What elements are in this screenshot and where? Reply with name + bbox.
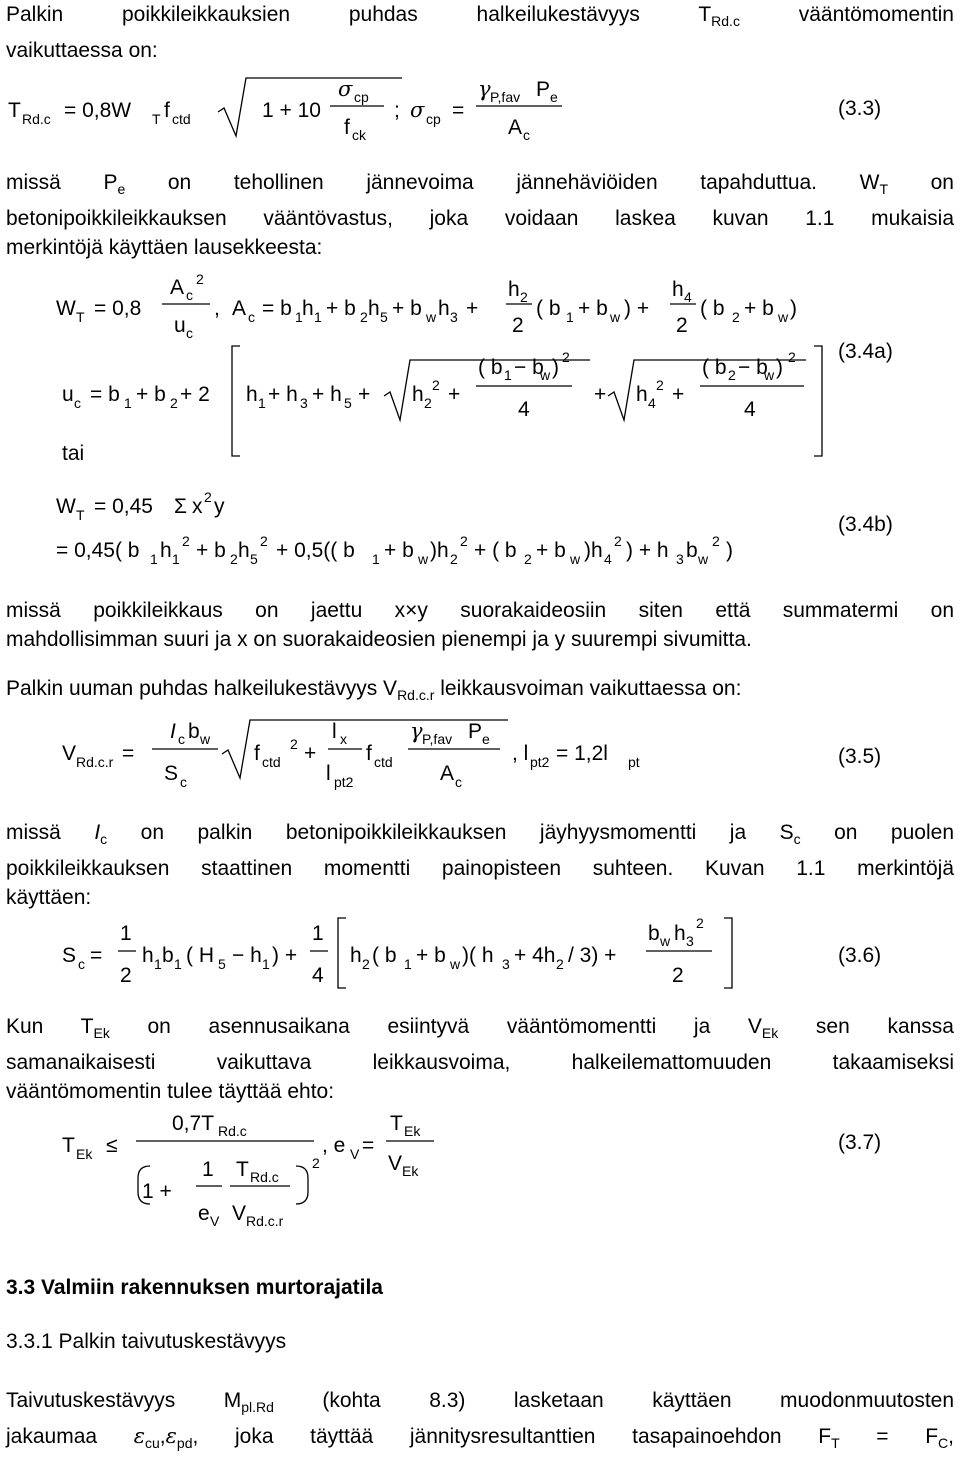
svg-text:w: w bbox=[778, 309, 789, 325]
svg-text:1: 1 bbox=[504, 367, 512, 383]
svg-text:c: c bbox=[178, 731, 185, 747]
svg-text:h: h bbox=[160, 539, 172, 562]
svg-text:4: 4 bbox=[744, 398, 756, 421]
subscript: cu bbox=[145, 1435, 160, 1452]
paragraph-inertia bbox=[6, 818, 954, 912]
svg-text:+ b: + b bbox=[392, 297, 422, 320]
svg-text:1 +: 1 + bbox=[142, 1180, 172, 1203]
svg-text:V: V bbox=[62, 742, 77, 765]
subscript: C bbox=[938, 1435, 949, 1452]
paragraph-inertia-line-1 bbox=[6, 818, 954, 854]
svg-text:W: W bbox=[56, 297, 76, 320]
svg-text:cp: cp bbox=[354, 89, 369, 105]
equation-3-3 bbox=[0, 70, 960, 160]
subscript: Rd.c bbox=[711, 13, 740, 30]
svg-text:h: h bbox=[302, 297, 314, 320]
svg-text:+ 2: + 2 bbox=[180, 383, 210, 406]
equation-number: (3.6) bbox=[838, 944, 882, 967]
svg-text:w: w bbox=[200, 731, 211, 747]
subsection-heading: 3.3.1 Palkin taivutuskestävyys bbox=[6, 1330, 287, 1353]
svg-text:+ b: + b bbox=[536, 539, 566, 562]
svg-text:+ ( b: + ( b bbox=[474, 539, 517, 562]
svg-text:5: 5 bbox=[344, 395, 352, 411]
svg-text:4: 4 bbox=[518, 398, 530, 421]
svg-text:2: 2 bbox=[230, 551, 238, 567]
svg-text:1: 1 bbox=[172, 551, 180, 567]
svg-text:c: c bbox=[78, 956, 85, 972]
text-run: on puolen bbox=[800, 821, 954, 844]
equation-number: (3.4a) bbox=[838, 340, 893, 363]
svg-text:2: 2 bbox=[196, 271, 204, 287]
svg-text:2: 2 bbox=[170, 395, 178, 411]
svg-text:2: 2 bbox=[676, 314, 688, 337]
svg-text:2: 2 bbox=[362, 956, 370, 972]
svg-text:P: P bbox=[468, 720, 483, 743]
svg-text:2: 2 bbox=[614, 533, 622, 549]
paragraph-shear bbox=[6, 674, 954, 710]
svg-text:h: h bbox=[636, 383, 648, 406]
svg-text:S: S bbox=[164, 762, 179, 785]
svg-text:1: 1 bbox=[154, 956, 162, 972]
svg-text:b: b bbox=[648, 922, 660, 945]
svg-text:2: 2 bbox=[450, 551, 458, 567]
svg-text:Ek: Ek bbox=[402, 1163, 419, 1179]
svg-text:c: c bbox=[180, 774, 187, 790]
section-heading: 3.3 Valmiin rakennuksen murtorajatila bbox=[6, 1276, 383, 1299]
svg-text:1: 1 bbox=[150, 551, 158, 567]
paragraph-wt bbox=[6, 168, 954, 262]
svg-text:2: 2 bbox=[460, 533, 468, 549]
svg-text:b: b bbox=[188, 720, 200, 743]
svg-text:+: + bbox=[672, 383, 685, 406]
svg-text:( b: ( b bbox=[700, 297, 725, 320]
paragraph-inertia-line-3: käyttäen: bbox=[6, 886, 92, 910]
intro-line-1 bbox=[6, 0, 954, 36]
svg-text:+ b: + b bbox=[326, 297, 356, 320]
svg-text:T: T bbox=[8, 99, 21, 122]
svg-text:, e: , e bbox=[322, 1134, 346, 1157]
svg-text:Σ: Σ bbox=[174, 495, 187, 518]
svg-text:1: 1 bbox=[566, 309, 574, 325]
svg-text:c: c bbox=[455, 774, 462, 790]
svg-text:( H: ( H bbox=[186, 944, 214, 967]
svg-text:A: A bbox=[170, 276, 185, 299]
svg-text:) +: ) + bbox=[272, 944, 298, 967]
svg-text:+ b: + b bbox=[416, 944, 446, 967]
svg-text:h: h bbox=[674, 922, 686, 945]
svg-text:+ h: + h bbox=[312, 383, 342, 406]
svg-text:1: 1 bbox=[202, 1158, 214, 1181]
svg-text:pt2: pt2 bbox=[334, 774, 354, 790]
svg-text:A: A bbox=[508, 116, 523, 139]
svg-text:3: 3 bbox=[676, 551, 684, 567]
svg-text:3: 3 bbox=[686, 933, 694, 949]
svg-text:I: I bbox=[170, 720, 176, 743]
svg-text:ctd: ctd bbox=[374, 754, 393, 770]
svg-text:c: c bbox=[74, 395, 81, 411]
svg-text:= 0,8W: = 0,8W bbox=[64, 99, 132, 122]
svg-text:+: + bbox=[304, 742, 317, 765]
svg-text:σ: σ bbox=[338, 77, 353, 101]
svg-text:+ 4h: + 4h bbox=[514, 944, 556, 967]
svg-text:( b: ( b bbox=[536, 297, 561, 320]
svg-text:x: x bbox=[340, 731, 347, 747]
svg-text:= 0,8: = 0,8 bbox=[94, 297, 142, 320]
svg-text:2: 2 bbox=[728, 367, 736, 383]
paragraph-rectangles bbox=[6, 596, 954, 654]
svg-text:2: 2 bbox=[512, 314, 524, 337]
paragraph-torsion-line-2: samanaikaisesti vaikuttava leikkausvoima, halkeilemattomuuden takaamiseksi bbox=[6, 1051, 954, 1075]
svg-text:5: 5 bbox=[218, 956, 226, 972]
svg-text:+ b: + b bbox=[196, 539, 226, 562]
svg-text:+: + bbox=[448, 383, 461, 406]
equation-3-4b bbox=[0, 484, 960, 584]
epsilon-symbol: ε bbox=[133, 1424, 145, 1449]
text-run: Palkin poikkileikkauksien puhdas halkeilukestävyys T bbox=[6, 3, 712, 26]
svg-text:h: h bbox=[508, 278, 520, 301]
paragraph-bending bbox=[6, 1386, 954, 1458]
svg-text:cp: cp bbox=[426, 111, 441, 127]
svg-text:5: 5 bbox=[380, 309, 388, 325]
svg-text:1: 1 bbox=[262, 956, 270, 972]
svg-text:2: 2 bbox=[672, 964, 684, 987]
svg-text:γ: γ bbox=[478, 77, 491, 101]
svg-text:− b: − b bbox=[738, 356, 768, 379]
svg-text:V: V bbox=[210, 1213, 220, 1229]
svg-text:1: 1 bbox=[258, 395, 266, 411]
svg-text:Rd.c: Rd.c bbox=[22, 111, 51, 127]
svg-text:5: 5 bbox=[250, 551, 258, 567]
svg-text:h: h bbox=[672, 278, 684, 301]
svg-text:2: 2 bbox=[524, 551, 532, 567]
svg-text:f: f bbox=[254, 742, 260, 765]
paragraph-rectangles-line-2: mahdollisimman suuri ja x on suorakaideosien pienempi ja y suurempi sivumitta. bbox=[6, 628, 752, 651]
svg-text:2: 2 bbox=[120, 964, 132, 987]
svg-text:P,fav: P,fav bbox=[490, 89, 521, 105]
svg-text:≤: ≤ bbox=[106, 1134, 118, 1157]
svg-text:Rd.c: Rd.c bbox=[250, 1169, 279, 1185]
svg-text:w: w bbox=[426, 309, 437, 325]
svg-text:+ b: + b bbox=[384, 539, 414, 562]
svg-text:S: S bbox=[62, 944, 77, 967]
svg-text:e: e bbox=[550, 89, 558, 105]
svg-text:c: c bbox=[186, 325, 193, 341]
paragraph-wt-line-3: merkintöjä käyttäen lausekkeesta: bbox=[6, 236, 323, 260]
paragraph-torsion-line-3: vääntömomentin tulee täyttää ehto: bbox=[6, 1080, 335, 1104]
paragraph-torsion-line-1 bbox=[6, 1012, 954, 1048]
svg-text:2: 2 bbox=[290, 736, 298, 752]
paragraph-bending-line-1 bbox=[6, 1386, 954, 1422]
svg-text:) + h: ) + h bbox=[626, 539, 669, 562]
equation-number: (3.3) bbox=[838, 97, 882, 120]
svg-text:2: 2 bbox=[656, 377, 664, 393]
text-run: sen kanssa bbox=[778, 1015, 954, 1038]
svg-text:e: e bbox=[482, 731, 490, 747]
svg-text:pt: pt bbox=[628, 754, 640, 770]
svg-text:u: u bbox=[174, 314, 186, 337]
svg-text:− b: − b bbox=[514, 356, 544, 379]
svg-text:2: 2 bbox=[432, 377, 440, 393]
text-run: on tehollinen jännevoima jännehäviöiden tapahduttua. W bbox=[125, 171, 880, 194]
svg-text:2: 2 bbox=[788, 349, 796, 365]
svg-text:)h: )h bbox=[584, 539, 603, 562]
svg-text:P: P bbox=[536, 78, 551, 101]
svg-text:c: c bbox=[523, 127, 530, 143]
equation-number: (3.4b) bbox=[838, 513, 893, 536]
text-run: vääntömomentin bbox=[739, 3, 954, 26]
text-run: missä bbox=[6, 821, 95, 844]
svg-text:= 0,45( b: = 0,45( b bbox=[56, 539, 140, 562]
svg-text:( b: ( b bbox=[702, 356, 727, 379]
text-run: Palkin uuman puhdas halkeilukestävyys V bbox=[6, 677, 398, 700]
svg-text:+ b: + b bbox=[136, 383, 166, 406]
svg-text:f: f bbox=[366, 742, 372, 765]
text-run: on bbox=[888, 171, 954, 194]
svg-text:y: y bbox=[214, 495, 225, 518]
svg-text:A: A bbox=[440, 762, 455, 785]
svg-text:T: T bbox=[76, 309, 85, 325]
svg-text:, l: , l bbox=[512, 742, 529, 765]
svg-text:1 + 10: 1 + 10 bbox=[262, 99, 321, 122]
svg-text:w: w bbox=[610, 309, 621, 325]
svg-text:1: 1 bbox=[295, 309, 303, 325]
text-run: Kun T bbox=[6, 1015, 94, 1038]
svg-text:= 1,2l: = 1,2l bbox=[556, 742, 608, 765]
symbol-italic: I bbox=[94, 821, 101, 844]
text-run: , bbox=[948, 1425, 955, 1449]
text-run: = F bbox=[839, 1425, 939, 1449]
svg-text:2: 2 bbox=[520, 289, 528, 305]
svg-text:4: 4 bbox=[684, 289, 692, 305]
svg-text:): ) bbox=[790, 297, 797, 320]
svg-text:/ 3) +: / 3) + bbox=[568, 944, 617, 967]
svg-text:w: w bbox=[764, 367, 775, 383]
svg-text:2: 2 bbox=[260, 533, 268, 549]
svg-text:h: h bbox=[350, 944, 362, 967]
svg-text:) +: ) + bbox=[624, 297, 650, 320]
svg-text:w: w bbox=[540, 367, 551, 383]
equation-3-5 bbox=[0, 712, 960, 802]
svg-text:h: h bbox=[412, 383, 424, 406]
svg-text:=: = bbox=[362, 1134, 375, 1157]
svg-text:ctd: ctd bbox=[262, 754, 281, 770]
svg-text:+: + bbox=[358, 383, 371, 406]
subscript: Rd.c.r bbox=[397, 687, 435, 704]
svg-text:1: 1 bbox=[312, 922, 324, 945]
svg-text:f: f bbox=[344, 116, 350, 139]
epsilon-symbol: ε bbox=[165, 1424, 177, 1449]
svg-text:1: 1 bbox=[404, 956, 412, 972]
svg-text:w: w bbox=[698, 551, 709, 567]
svg-text:b: b bbox=[686, 539, 698, 562]
paragraph-rectangles-line-1: missä poikkileikkaus on jaettu x×y suorakaideosiin siten että summatermi on bbox=[6, 599, 954, 622]
svg-text:= 0,45: = 0,45 bbox=[94, 495, 153, 518]
svg-text:3: 3 bbox=[502, 956, 510, 972]
subscript: Ek bbox=[93, 1025, 110, 1042]
svg-text:2: 2 bbox=[424, 395, 432, 411]
svg-text:): ) bbox=[776, 356, 783, 379]
svg-text:,: , bbox=[214, 297, 220, 320]
paragraph-bending-line-2 bbox=[6, 1422, 954, 1458]
paragraph-torsion bbox=[6, 1012, 954, 1106]
svg-text:l: l bbox=[326, 762, 331, 785]
text-run: missä P bbox=[6, 171, 118, 194]
svg-text:e: e bbox=[198, 1202, 210, 1225]
svg-text:f: f bbox=[164, 99, 170, 122]
svg-text:x: x bbox=[192, 495, 203, 518]
svg-text:Rd.c.r: Rd.c.r bbox=[246, 1213, 284, 1229]
svg-text:3: 3 bbox=[300, 395, 308, 411]
subscript: c bbox=[100, 831, 108, 848]
svg-text:0,7T: 0,7T bbox=[172, 1112, 215, 1135]
svg-text:4: 4 bbox=[604, 551, 612, 567]
svg-text:T: T bbox=[76, 507, 85, 523]
svg-text:T: T bbox=[390, 1112, 403, 1135]
intro-line-2: vaikuttaessa on: bbox=[6, 39, 158, 63]
svg-text:h: h bbox=[438, 297, 450, 320]
svg-text:( b: ( b bbox=[372, 944, 397, 967]
svg-text:2: 2 bbox=[204, 489, 212, 505]
tai-label: tai bbox=[62, 442, 85, 465]
svg-text:): ) bbox=[552, 356, 559, 379]
svg-text:T: T bbox=[152, 111, 161, 127]
equation-number: (3.7) bbox=[838, 1131, 882, 1154]
svg-text:1: 1 bbox=[314, 309, 322, 325]
subscript: pd bbox=[176, 1435, 193, 1452]
svg-text:)h: )h bbox=[430, 539, 449, 562]
svg-text:;: ; bbox=[394, 99, 400, 122]
svg-text:3: 3 bbox=[450, 309, 458, 325]
svg-text:)( h: )( h bbox=[462, 944, 494, 967]
svg-text:2: 2 bbox=[562, 349, 570, 365]
svg-text:= b: = b bbox=[262, 297, 292, 320]
svg-text:w: w bbox=[450, 956, 461, 972]
svg-text:h: h bbox=[142, 944, 154, 967]
subscript: e bbox=[117, 181, 126, 198]
svg-text:w: w bbox=[570, 551, 581, 567]
svg-text:=: = bbox=[122, 742, 135, 765]
equation-3-4a bbox=[0, 270, 960, 470]
svg-text:− h: − h bbox=[232, 944, 262, 967]
svg-text:+: + bbox=[594, 383, 607, 406]
svg-text:2: 2 bbox=[182, 533, 190, 549]
subscript: Ek bbox=[761, 1025, 779, 1042]
svg-text:γ: γ bbox=[410, 719, 423, 743]
subscript: pl.Rd bbox=[241, 1399, 274, 1416]
svg-text:A: A bbox=[232, 297, 247, 320]
equation-3-6 bbox=[0, 912, 960, 1002]
svg-text:1: 1 bbox=[124, 395, 132, 411]
subscript: c bbox=[793, 831, 801, 848]
svg-text:1: 1 bbox=[120, 922, 132, 945]
svg-text:Ek: Ek bbox=[76, 1146, 93, 1162]
subscript: T bbox=[831, 1435, 840, 1452]
svg-text:w: w bbox=[418, 551, 429, 567]
svg-text:2: 2 bbox=[732, 309, 740, 325]
svg-text:V: V bbox=[388, 1152, 403, 1175]
svg-text:= b: = b bbox=[90, 383, 120, 406]
intro-paragraph bbox=[6, 0, 954, 65]
svg-text:V: V bbox=[350, 1146, 360, 1162]
svg-text:1: 1 bbox=[174, 956, 182, 972]
svg-text:b: b bbox=[162, 944, 174, 967]
svg-text:1: 1 bbox=[372, 551, 380, 567]
text-run: Taivutuskestävyys M bbox=[6, 1389, 242, 1412]
svg-text:2: 2 bbox=[712, 533, 720, 549]
svg-text:Ek: Ek bbox=[404, 1123, 421, 1139]
svg-text:w: w bbox=[660, 933, 671, 949]
svg-text:Rd.c: Rd.c bbox=[218, 1123, 247, 1139]
equation-3-7 bbox=[0, 1106, 960, 1252]
svg-text:2: 2 bbox=[696, 915, 704, 931]
text-run: , joka täyttää jännitysresultanttien tasapainoehdon F bbox=[192, 1425, 832, 1449]
svg-text:( b: ( b bbox=[478, 356, 503, 379]
svg-text:+: + bbox=[466, 297, 479, 320]
svg-text:2: 2 bbox=[312, 1155, 320, 1171]
svg-text:4: 4 bbox=[312, 964, 324, 987]
equation-number: (3.5) bbox=[838, 745, 882, 768]
svg-text:u: u bbox=[62, 383, 74, 406]
svg-text:=: = bbox=[90, 944, 103, 967]
paragraph-inertia-line-2: poikkileikkauksen staattinen momentti painopisteen suhteen. Kuvan 1.1 merkintöjä bbox=[6, 857, 954, 881]
svg-text:c: c bbox=[248, 309, 255, 325]
svg-text:h: h bbox=[368, 297, 380, 320]
svg-text:+ b: + b bbox=[744, 297, 774, 320]
subscript: T bbox=[879, 181, 889, 198]
svg-text:P,fav: P,fav bbox=[422, 731, 453, 747]
text-run: on asennusaikana esiintyvä vääntömomentti ja V bbox=[109, 1015, 762, 1038]
svg-text:c: c bbox=[186, 287, 193, 303]
svg-text:+ 0,5(( b: + 0,5(( b bbox=[276, 539, 355, 562]
svg-text:ck: ck bbox=[352, 127, 366, 143]
svg-text:l: l bbox=[332, 720, 337, 743]
svg-text:2: 2 bbox=[360, 309, 368, 325]
svg-text:4: 4 bbox=[648, 395, 656, 411]
svg-text:2: 2 bbox=[556, 956, 564, 972]
svg-text:Rd.c.r: Rd.c.r bbox=[76, 754, 114, 770]
paragraph-shear-line-1 bbox=[6, 674, 954, 710]
svg-text:=: = bbox=[452, 99, 465, 122]
svg-text:T: T bbox=[236, 1158, 249, 1181]
svg-text:V: V bbox=[232, 1202, 247, 1225]
svg-text:σ: σ bbox=[410, 98, 425, 122]
paragraph-wt-line-2: betonipoikkileikkauksen vääntövastus, joka voidaan laskea kuvan 1.1 mukaisia bbox=[6, 207, 954, 231]
paragraph-wt-line-1 bbox=[6, 168, 954, 204]
svg-text:+ b: + b bbox=[578, 297, 608, 320]
svg-text:): ) bbox=[726, 539, 733, 562]
text-run: leikkausvoiman vaikuttaessa on: bbox=[434, 677, 742, 700]
svg-text:+ h: + h bbox=[268, 383, 298, 406]
svg-text:T: T bbox=[62, 1134, 75, 1157]
text-run: (kohta 8.3) lasketaan käyttäen muodonmuutosten bbox=[273, 1389, 955, 1412]
text-run: jakaumaa bbox=[6, 1425, 134, 1449]
text-run: on palkin betonipoikkileikkauksen jäyhyysmomentti ja S bbox=[107, 821, 794, 844]
svg-text:W: W bbox=[56, 495, 76, 518]
svg-text:ctd: ctd bbox=[172, 111, 191, 127]
svg-text:h: h bbox=[238, 539, 250, 562]
svg-text:pt2: pt2 bbox=[530, 754, 550, 770]
text-run: , bbox=[159, 1425, 166, 1449]
svg-text:h: h bbox=[246, 383, 258, 406]
